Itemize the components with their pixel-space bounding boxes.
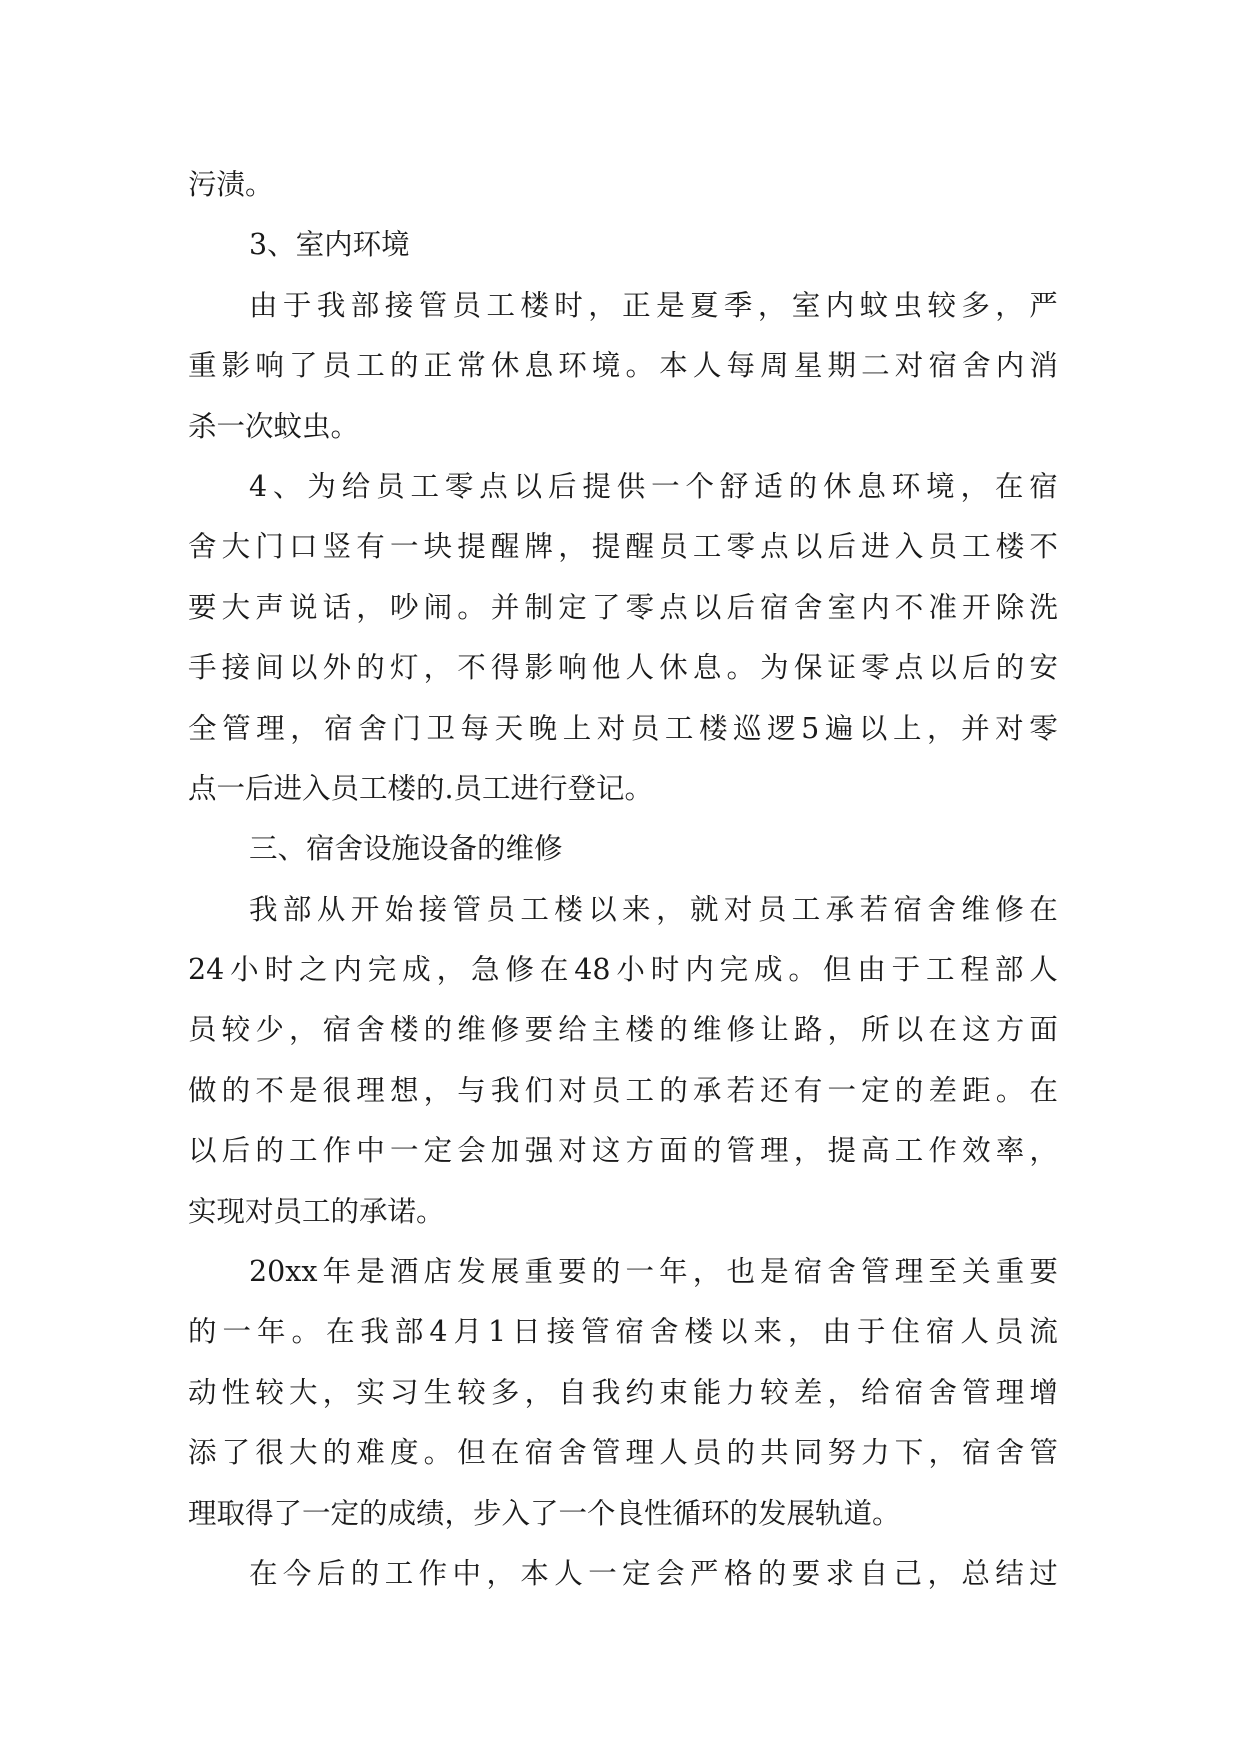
text-line: 舍 大 门 口 竖 有 一 块 提 醒 牌 ， 提 醒 员 工 零 点 以 后 进 入 员 工 楼 不 — [188, 530, 1058, 564]
document-body — [188, 155, 1058, 1604]
text-line: 动 性 较 大 ， 实 习 生 较 多 ， 自 我 约 束 能 力 较 差 ， 给 宿 舍 管 理 增 — [188, 1375, 1058, 1409]
text-line: 杀一次蚊虫。 — [188, 409, 360, 443]
text-line: 3、室内环境 — [249, 228, 410, 262]
text-line: 手 接 间 以 外 的 灯 ， 不 得 影 响 他 人 休 息 。 为 保 证 零 点 以 后 的 安 — [188, 651, 1058, 685]
text-line: 24 小 时 之 内 完 成 ， 急 修 在 48 小 时 内 完 成 。 但 由 于 工 程 部 人 — [188, 953, 1058, 987]
text-line: 全 管 理 ， 宿 舍 门 卫 每 天 晚 上 对 员 工 楼 巡 逻 5 遍 以 上 ， 并 对 零 — [188, 711, 1058, 745]
text-line: 理取得了一定的成绩，步入了一个良性循环的发展轨道。 — [188, 1496, 901, 1530]
text-line: 点一后进入员工楼的.员工进行登记。 — [188, 771, 654, 805]
text-line: 添 了 很 大 的 难 度 。 但 在 宿 舍 管 理 人 员 的 共 同 努 力 下 ， 宿 舍 管 — [188, 1436, 1058, 1470]
text-line: 三、宿舍设施设备的维修 — [249, 832, 563, 866]
text-line: 在 今 后 的 工 作 中 ， 本 人 一 定 会 严 格 的 要 求 自 己 ， 总 结 过 — [249, 1556, 1058, 1590]
text-line: 重 影 响 了 员 工 的 正 常 休 息 环 境 。 本 人 每 周 星 期 二 对 宿 舍 内 消 — [188, 349, 1058, 383]
text-line: 我 部 从 开 始 接 管 员 工 楼 以 来 ， 就 对 员 工 承 若 宿 舍 维 修 在 — [249, 892, 1058, 926]
text-line: 的 一 年 。 在 我 部 4 月 1 日 接 管 宿 舍 楼 以 来 ， 由 于 住 宿 人 员 流 — [188, 1315, 1058, 1349]
text-line: 做 的 不 是 很 理 想 ， 与 我 们 对 员 工 的 承 若 还 有 一 定 的 差 距 。 在 — [188, 1073, 1058, 1107]
text-line: 要 大 声 说 话 ， 吵 闹 。 并 制 定 了 零 点 以 后 宿 舍 室 内 不 准 开 除 洗 — [188, 590, 1058, 624]
text-line: 污渍。 — [188, 168, 274, 201]
text-line: 员 较 少 ， 宿 舍 楼 的 维 修 要 给 主 楼 的 维 修 让 路 ， 所 以 在 这 方 面 — [188, 1013, 1058, 1047]
text-line: 由 于 我 部 接 管 员 工 楼 时 ， 正 是 夏 季 ， 室 内 蚊 虫 较 多 ， 严 — [249, 288, 1058, 322]
text-line: 20xx 年 是 酒 店 发 展 重 要 的 一 年 ， 也 是 宿 舍 管 理 至 关 重 要 — [249, 1255, 1058, 1289]
text-line: 4 、 为 给 员 工 零 点 以 后 提 供 一 个 舒 适 的 休 息 环 境 ， 在 宿 — [249, 469, 1058, 503]
text-line: 以 后 的 工 作 中 一 定 会 加 强 对 这 方 面 的 管 理 ， 提 高 工 作 效 率 ， — [188, 1134, 1058, 1168]
text-line: 实现对员工的承诺。 — [188, 1194, 445, 1228]
